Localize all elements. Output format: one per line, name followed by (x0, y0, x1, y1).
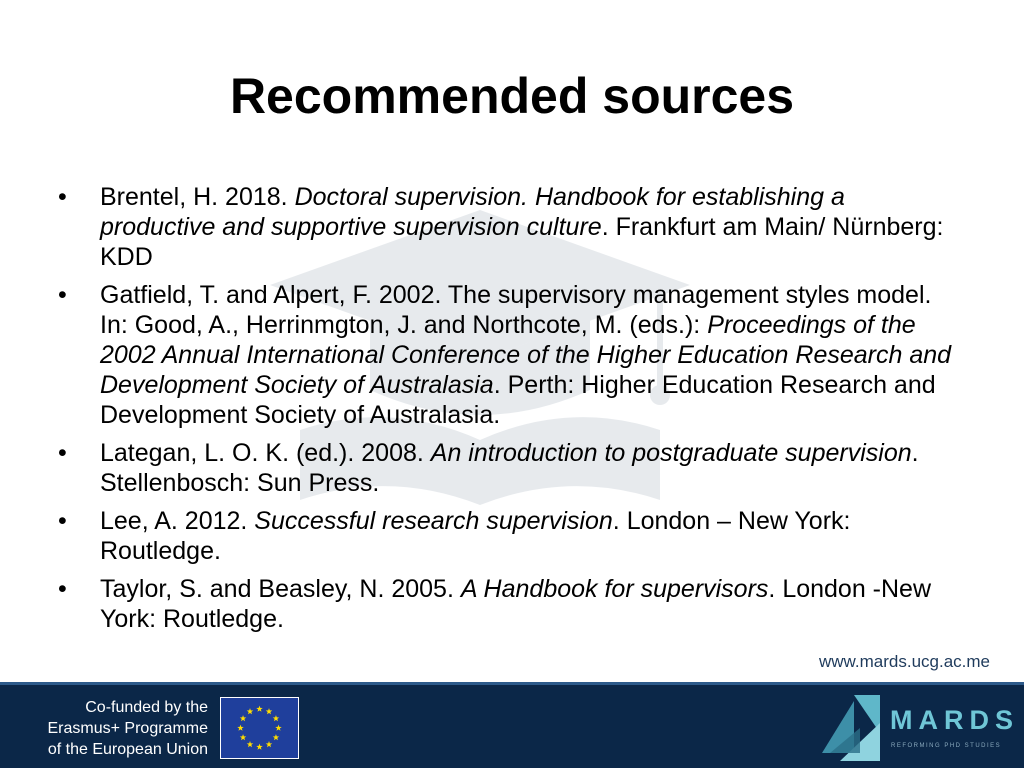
reference-text: Taylor, S. and Beasley, N. 2005. (100, 575, 461, 603)
reference-text: . Stellenbosch: Sun Press. (100, 439, 919, 497)
reference-text: Lee, A. 2012. (100, 507, 255, 535)
reference-item (56, 280, 966, 430)
eu-star-icon (247, 708, 253, 714)
eu-star-icon (240, 734, 246, 740)
reference-title: A Handbook for supervisors (460, 575, 769, 603)
eu-star-icon (247, 741, 253, 747)
eu-star-icon (266, 708, 272, 714)
reference-item (56, 574, 966, 634)
bullet-glyph: • (58, 507, 67, 535)
reference-text: Lategan, L. O. K. (ed.). 2008. (100, 439, 431, 467)
eu-star-icon (237, 725, 243, 731)
mards-logo-icon (820, 693, 882, 763)
reference-title: Doctoral supervision. Handbook for establishing a productive and supportive supervision culture (100, 183, 845, 241)
reference-text: . London – New York: Routledge. (100, 507, 851, 565)
reference-item (56, 438, 966, 498)
cofunded-line: of the European Union (47, 741, 208, 758)
reference-text: Gatfield, T. and Alpert, F. 2002. The supervisory management styles model. In: Good, A., Herrinmgton, J. and Northcote, M. (eds.): (100, 281, 932, 339)
reference-text: . London -New York: Routledge. (100, 575, 932, 633)
eu-star-icon (273, 715, 279, 721)
bullet-glyph: • (58, 439, 67, 467)
eu-star-icon (273, 734, 279, 740)
reference-item (56, 182, 966, 272)
reference-title: Proceedings of the 2002 Annual International Conference of the Higher Education Research and Development Society of Australasia (100, 311, 952, 399)
reference-list (56, 182, 966, 642)
eu-star-icon (256, 706, 262, 712)
reference-title: Successful research supervision (254, 507, 613, 535)
reference-text: . Perth: Higher Education Research and Development Society of Australasia. (100, 371, 936, 429)
bullet-glyph: • (58, 575, 67, 603)
reference-title: An introduction to postgraduate supervision (430, 439, 912, 467)
eu-star-icon (256, 744, 262, 750)
cofunded-text (28, 697, 208, 760)
reference-item (56, 506, 966, 566)
mards-name: MARDS (890, 705, 1019, 735)
bullet-glyph: • (58, 183, 67, 211)
website-url[interactable]: www.mards.ucg.ac.me (819, 652, 990, 671)
reference-text: . Frankfurt am Main/ Nürnberg: KDD (100, 213, 944, 271)
eu-flag-icon (220, 697, 299, 759)
reference-text: Brentel, H. 2018. (100, 183, 295, 211)
footer-bar (0, 682, 1024, 768)
cofunded-line: Erasmus+ Programme (47, 720, 208, 737)
eu-star-icon (240, 715, 246, 721)
bullet-glyph: • (58, 281, 67, 309)
cofunded-line: Co-funded by the (85, 699, 208, 716)
eu-star-icon (266, 741, 272, 747)
slide-title: Recommended sources (229, 68, 795, 124)
mards-tagline: REFORMING PHD STUDIES (891, 743, 1002, 749)
eu-star-icon (275, 725, 281, 731)
